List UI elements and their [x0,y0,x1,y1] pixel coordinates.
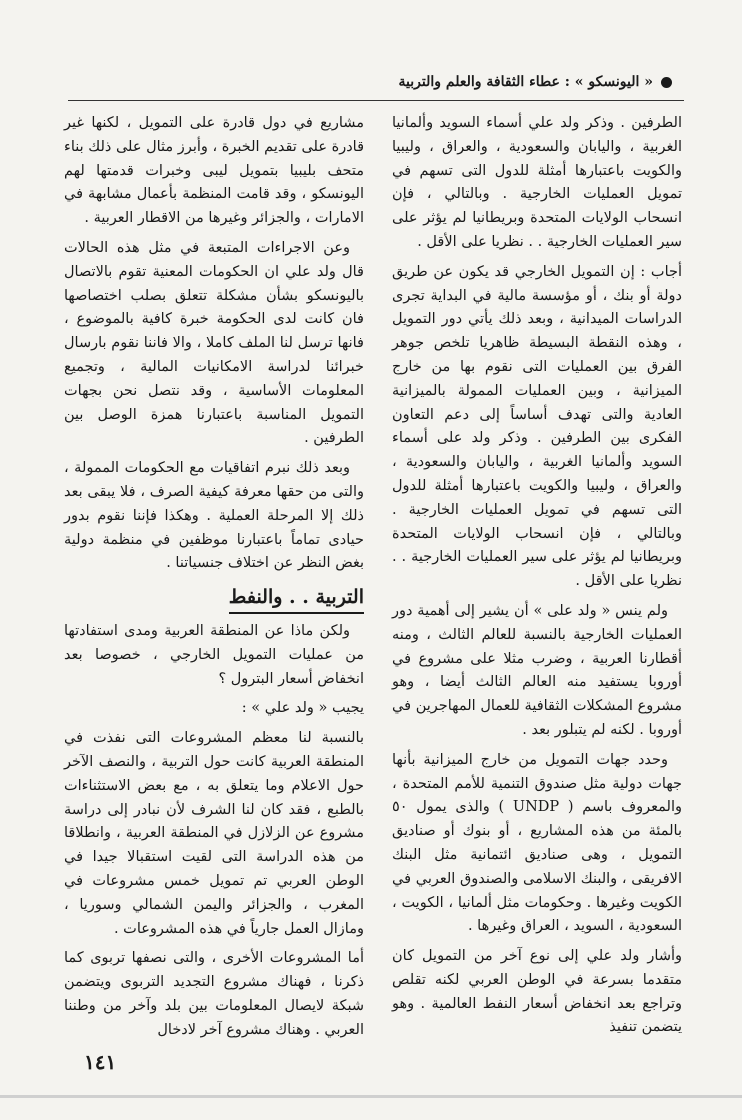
paragraph: وأشار ولد علي إلى نوع آخر من التمويل كان متقدما بسرعة في الوطن العربي لكنه تقلص وتراجع بعد انخفاض أسعار النفط العالمية . وهو يتضمن تنفيذ [392,948,682,1036]
header-rule [68,100,684,101]
running-title: « اليونسكو » : عطاء الثقافة والعلم والتربية [398,74,653,90]
paragraph: وحدد جهات التمويل من خارج الميزانية بأنها جهات دولية مثل صندوق التنمية للأمم المتحدة ، والمعروف باسم ( UNDP ) والذى يمول ٥٠ بالمئة من هذه المشاريع ، أو بنوك أو صناديق التمويل ، وهى صناديق ائتمانية مثل البنك الافريقى ، والبنك الاسلامى والصندوق العربي في الكويت وغيرها . وحكومات مثل ألمانيا ، الكويت ، السعودية ، السويد ، العراق وغيرها . [392,751,682,935]
paragraph: ولكن ماذا عن المنطقة العربية ومدى استفادتها من عمليات التمويل الخارجي ، خصوصا بعد انخفاض أسعار البترول ؟ [64,622,364,687]
scan-edge [0,1095,742,1098]
paragraph: وبعد ذلك نبرم اتفاقيات مع الحكومات الممولة ، والتى من حقها معرفة كيفية الصرف ، فلا يبقى بعد ذلك إلا المرحلة العملية . وهكذا فإننا نقوم بدور حيادى تماماً باعتبارنا موظفين في منظمة دولية بغض النظر عن اختلاف جنسياتنا . [64,460,364,572]
page-number: ١٤١ [84,1050,117,1074]
paragraph: أما المشروعات الأخرى ، والتى نصفها تربوى كما ذكرنا ، فهناك مشروع التجديد التربوى ويتضمن شبكة لايصال المعلومات بين بلد وآخر من وطننا العربي . وهناك مشروع آخر لادخال [64,950,364,1038]
paragraph: مشاريع في دول قادرة على التمويل ، لكنها غير قادرة على تقديم الخبرة ، وأبرز مثال على ذلك بناء متحف بليبيا بتمويل ليبى وخبرات قدمتها لهم اليونسكو ، وقد قامت المنظمة بأعمال مشابهة في الامارات ، والجزائر وغيرها من الاقطار العربية . [64,115,364,227]
section-heading: التربية . . والنفط [229,586,364,614]
paragraph: يجيب « ولد علي » : [241,700,364,717]
paragraph: ولم ينس « ولد على » أن يشير إلى أهمية دور العمليات الخارجية بالنسبة للعالم الثالث ، ومنه أقطارنا العربية ، وضرب مثلا على مشروع في أوروبا يستفيد منه العالم الثالث أيضا ، وهو مشروع المشكلات الثقافية للعمال المهاجرين في أوروبا . لكنه لم يتبلور بعد . [392,602,682,738]
paragraph: أجاب : إن التمويل الخارجي قد يكون عن طريق دولة أو بنك ، أو مؤسسة مالية في البداية تجرى الدراسات الميدانية ، وبعد ذلك يأتي دور التمويل ، وهذه النقطة البسيطة ظاهريا تلخص جوهر الفرق بين العمليات التى نقوم بها من خارج الميزانية ، وبين العمليات الممولة بالميزانية العادية والتى تهدف أساساً إلى دعم التعاون الفكرى بين الطرفين . وذكر ولد على أسماء السويد وألمانيا الغربية ، واليابان والسعودية ، والعراق ، وليبيا والكويت باعتبارها أمثلة للدول التى تسهم في تمويل العمليات الخارجية . وبالتالي ، فإن انسحاب الولايات المتحدة وبريطانيا لم يؤثر على سير العمليات الخارجية . . نظريا على الأقل . [392,263,682,590]
left-column [64,112,364,1048]
paragraph: بالنسبة لنا معظم المشروعات التى نفذت في المنطقة العربية كانت حول التربية ، والنصف الآخر حول الاعلام وما يتعلق به ، مع بعض الاستثناءات بالطبع ، فقد كان لنا الشرف لأن نبادر إلى دراسة مشروع عن الزلازل في المنطقة العربية ، وانطلاقا من هذه الدراسة التى لقيت استقبالا جيدا في الوطن العربي تم تمويل خمس مشروعات في المغرب ، والجزائر واليمن الشمالي وسوريا ، ومازال العمل جارياً في هذه المشروعات . [64,730,364,937]
running-header [70,74,672,90]
bullet-icon [661,77,672,88]
paragraph: الطرفين . وذكر ولد علي أسماء السويد وألمانيا الغربية ، واليابان والسعودية ، والعراق ، وليبيا والكويت باعتبارها أمثلة للدول التى تسهم في تمويل العمليات الخارجية . وبالتالي ، فإن انسحاب الولايات المتحدة وبريطانيا لم يؤثر على سير العمليات الخارجية . . نظريا على الأقل . [392,115,682,250]
paragraph: وعن الاجراءات المتبعة في مثل هذه الحالات قال ولد علي ان الحكومات المعنية تقوم بالاتصال باليونسكو بشأن مشكلة تتعلق بصلب اختصاصها فان كانت لدى الحكومة خبرة كافية بالموضوع ، فانها ترسل لنا الملف كاملا ، والا فاننا نقوم بارسال خبرائنا لدراسة الامكانيات المالية ، وتجميع المعلومات الأساسية ، وقد نتصل نحن بجهات التمويل المناسبة باعتبارنا همزة الوصل بين الطرفين . [64,239,364,447]
right-column [392,112,682,1046]
